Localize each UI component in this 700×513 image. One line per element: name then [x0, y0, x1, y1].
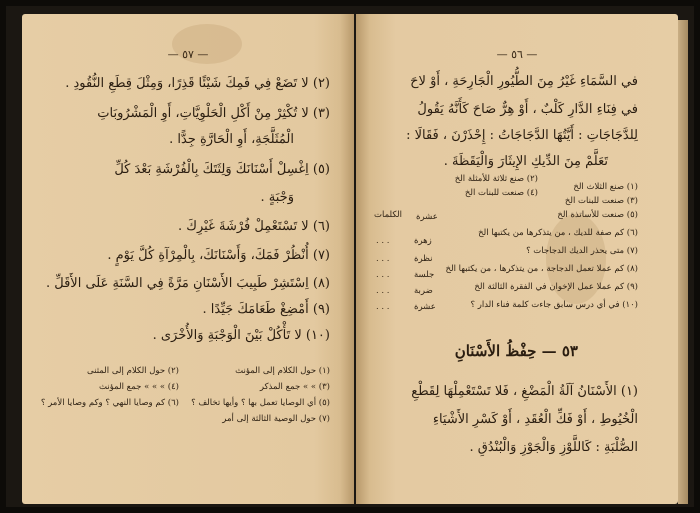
dot-leader: . . .: [376, 286, 390, 296]
right-body-line-3: الصُّلْبَةِ : كَاللَّوْزِ وَالْجَوْزِ وَالْبُنْدُقِ .: [469, 440, 638, 455]
right-body-line-2: الْخُيُوطِ ، أَوْ فَكِّ الْعُقَدِ ، أَوْ كَسْرِ الأَشْيَاءِ: [432, 412, 638, 427]
right-page-number: — ٥٦ —: [496, 48, 538, 61]
column-header: الكلمات: [374, 210, 402, 220]
right-page: [356, 14, 678, 504]
column-word-4: جلسة: [414, 270, 435, 280]
right-exercise-a5: (٥) صنعت للأساتذة الخ: [557, 210, 638, 220]
dot-leader: . . .: [376, 302, 390, 312]
right-line-4: تَعَلَّمْ مِنَ الدِّيكِ الإِيثَارَ وَالْيَقَظَةَ .: [443, 154, 608, 169]
right-line-3: لِلدَّجَاجَاتِ : أَيَّتُهَا الدَّجَاجَاتُ : إِحْذَرْنَ ، فَقَالَا :: [406, 128, 638, 143]
left-line-7: (٧) أُنْظُرْ فَمَكَ، وَأَسْنَانَكَ، بِالْمِرْآةِ كُلَّ يَوْمٍ .: [107, 248, 330, 263]
right-exercise-b10: (١٠) في أي درس سابق جاءت كلمة فناء الدار ؟: [470, 300, 638, 310]
right-exercise-b7: (٧) متى يحذر الديك الدجاجات ؟: [526, 246, 638, 256]
left-exercise-6: (٦) كم وصايا النهي ؟ وكم وصايا الأمر ؟: [40, 398, 179, 408]
column-word-3: نظرة: [414, 254, 433, 264]
section-title: ٥٣ — حِفْظُ الأَسْنَانِ: [454, 342, 578, 360]
right-line-1: في السَّمَاءِ غَيْرُ مِنَ الطُّيُورِ الْجَارِحَةِ ، أَوْ لاحَ: [410, 74, 638, 89]
left-page: [22, 14, 354, 504]
right-exercise-a2: (٢) صنع ثلاثة للأمثلة الخ: [454, 174, 538, 184]
left-line-8: (٨) اِسْتَشِرْ طَبِيبَ الأَسْنَانِ مَرَّةً فِي السَّنَةِ عَلَى الأَقَلِّ .: [45, 276, 330, 291]
right-exercise-a4: (٤) صنعت للبنات الخ: [464, 188, 538, 198]
left-page-number: — ٥٧ —: [167, 48, 209, 61]
left-exercise-2: (٢) حول الكلام إلى المثنى: [87, 366, 179, 376]
left-line-3: الْمُثَلَّجَةِ، أَوِ الْحَارَّةِ جِدًّا .: [169, 132, 294, 147]
left-line-1: (٢) لا تَضَعْ فِي فَمِكَ شَيْئًا قَذِرًا، وَمِثْلَ قِطَعِ النُّقُودِ .: [65, 76, 330, 91]
left-line-10: (١٠) لا تَأْكُلْ بَيْنَ الْوَجْبَةِ وَالأُخْرَى .: [152, 328, 330, 343]
right-exercise-a3: (٣) صنعت للبنات الخ: [564, 196, 638, 206]
dot-leader: . . .: [376, 236, 390, 246]
left-exercise-3: (٣) » » جمع المذكر: [259, 382, 330, 392]
right-exercise-a1: (١) صنع الثلاث الخ: [573, 182, 638, 192]
column-word-2: زهرة: [414, 236, 432, 246]
column-word-1: عشرة: [416, 212, 438, 222]
column-word-5: ضربة: [414, 286, 433, 296]
right-exercise-b6: (٦) كم صفة للديك ، من يتذكرها من يكتبها الخ: [478, 228, 638, 238]
left-exercise-5: (٥) أي الوصايا تعمل بها ؟ وأيها تخالف ؟: [191, 398, 330, 408]
left-line-6: (٦) لا تَسْتَعْمِلْ فُرْشَةَ غَيْرِكَ .: [178, 219, 330, 234]
left-exercise-1: (١) حول الكلام إلى المؤنث: [235, 366, 330, 376]
page-edge: [678, 20, 688, 504]
left-exercise-4: (٤) » » » جمع المؤنث: [99, 382, 179, 392]
column-word-6: عشرة: [414, 302, 436, 312]
right-body-line-1: (١) الأَسْنَانُ آلَةُ الْمَضْغِ ، فَلا تَسْتَعْمِلْهَا لِقَطْعِ: [411, 384, 638, 399]
left-line-5: وَجْبَةٍ .: [260, 190, 294, 205]
dot-leader: . . .: [376, 254, 390, 264]
left-line-4: (٥) اِغْسِلْ أَسْنَانَكَ وَلِثَتَكَ بِالْفُرْشَةِ بَعْدَ كُلِّ: [114, 162, 330, 177]
left-exercise-7: (٧) حول الوصية الثالثة إلى أمر: [222, 414, 330, 424]
right-line-2: في فِنَاءِ الدَّارِ كَلْبٌ ، أَوْ هِرٌّ صَاحَ كَأَنَّهُ يَقُولُ: [417, 102, 638, 117]
open-book: [6, 6, 694, 507]
left-line-2: (٣) لا تُكْثِرْ مِنْ أَكْلِ الْحَلْوِيَّاتِ، أَوِ الْمَشْرُوبَاتِ: [97, 106, 330, 121]
right-exercise-b9: (٩) كم عملا عمل الإخوان في الفقرة الثالثة الخ: [474, 282, 638, 292]
left-line-9: (٩) أَمْضِغْ طَعَامَكَ جَيِّدًا .: [202, 302, 330, 317]
right-exercise-b8: (٨) كم عملا تعمل الدجاجة ، من يتذكرها ، من يكتبها الخ: [445, 264, 638, 274]
dot-leader: . . .: [376, 270, 390, 280]
